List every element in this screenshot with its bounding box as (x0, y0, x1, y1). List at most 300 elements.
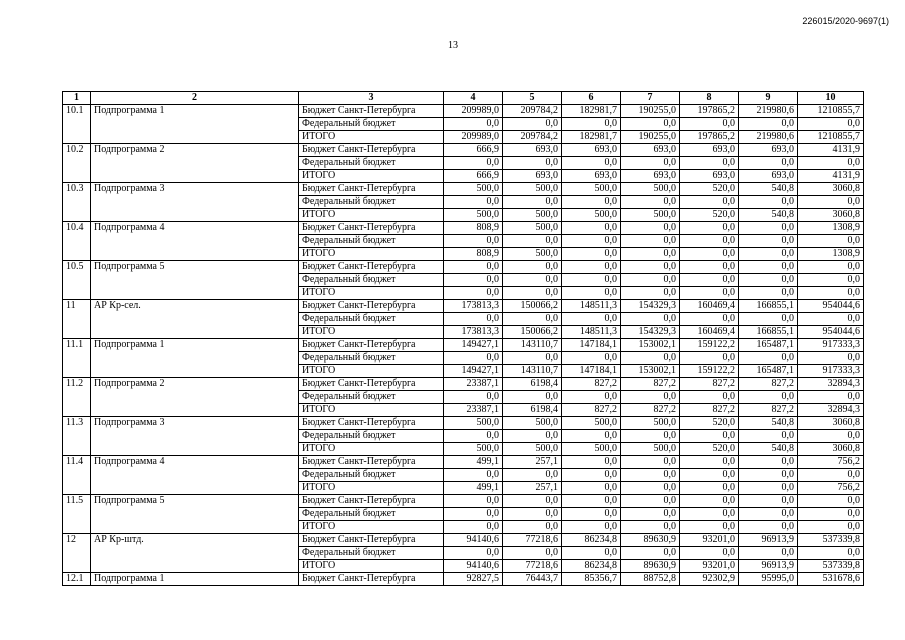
value-cell: 0,0 (798, 261, 864, 274)
value-cell: 3060,8 (798, 443, 864, 456)
value-cell: 500,0 (503, 443, 562, 456)
value-cell: 693,0 (680, 144, 739, 157)
value-cell: 693,0 (562, 170, 621, 183)
value-cell: 500,0 (621, 183, 680, 196)
funding-source: ИТОГО (299, 131, 444, 144)
table-row (63, 573, 864, 586)
funding-source: ИТОГО (299, 248, 444, 261)
value-cell: 219980,6 (739, 131, 798, 144)
value-cell: 827,2 (621, 378, 680, 391)
funding-source: ИТОГО (299, 482, 444, 495)
value-cell: 0,0 (562, 274, 621, 287)
value-cell: 0,0 (798, 547, 864, 560)
value-cell: 0,0 (562, 248, 621, 261)
value-cell: 0,0 (739, 261, 798, 274)
value-cell: 693,0 (739, 170, 798, 183)
value-cell: 0,0 (621, 456, 680, 469)
value-cell: 0,0 (444, 196, 503, 209)
value-cell: 0,0 (621, 287, 680, 300)
value-cell: 0,0 (739, 235, 798, 248)
value-cell: 0,0 (680, 248, 739, 261)
funding-source: Федеральный бюджет (299, 469, 444, 482)
value-cell: 1308,9 (798, 248, 864, 261)
table-row (63, 144, 864, 157)
row-name: АР Кр-штд. (91, 534, 299, 573)
value-cell: 0,0 (798, 235, 864, 248)
value-cell: 0,0 (739, 547, 798, 560)
value-cell: 197865,2 (680, 105, 739, 118)
value-cell: 531678,6 (798, 573, 864, 586)
funding-source: Федеральный бюджет (299, 547, 444, 560)
value-cell: 0,0 (798, 274, 864, 287)
value-cell: 209784,2 (503, 131, 562, 144)
value-cell: 0,0 (680, 261, 739, 274)
value-cell: 0,0 (621, 469, 680, 482)
value-cell: 0,0 (680, 547, 739, 560)
funding-source: Бюджет Санкт-Петербурга (299, 534, 444, 547)
table-row (63, 300, 864, 313)
funding-source: ИТОГО (299, 404, 444, 417)
row-name: Подпрограмма 5 (91, 261, 299, 300)
funding-source: Федеральный бюджет (299, 391, 444, 404)
value-cell: 0,0 (503, 547, 562, 560)
value-cell: 0,0 (798, 118, 864, 131)
value-cell: 76443,7 (503, 573, 562, 586)
value-cell: 520,0 (680, 183, 739, 196)
value-cell: 77218,6 (503, 560, 562, 573)
value-cell: 154329,3 (621, 300, 680, 313)
value-cell: 0,0 (680, 456, 739, 469)
value-cell: 0,0 (444, 508, 503, 521)
value-cell: 1308,9 (798, 222, 864, 235)
value-cell: 0,0 (503, 261, 562, 274)
value-cell: 0,0 (562, 222, 621, 235)
value-cell: 150066,2 (503, 300, 562, 313)
value-cell: 500,0 (444, 183, 503, 196)
value-cell: 0,0 (444, 352, 503, 365)
value-cell: 209989,0 (444, 131, 503, 144)
value-cell: 0,0 (444, 287, 503, 300)
value-cell: 0,0 (739, 456, 798, 469)
row-code: 12.1 (63, 573, 91, 586)
value-cell: 150066,2 (503, 326, 562, 339)
value-cell: 165487,1 (739, 339, 798, 352)
value-cell: 0,0 (444, 261, 503, 274)
value-cell: 257,1 (503, 456, 562, 469)
table-body (63, 105, 864, 586)
row-code: 10.3 (63, 183, 91, 222)
value-cell: 182981,7 (562, 131, 621, 144)
value-cell: 0,0 (503, 352, 562, 365)
value-cell: 0,0 (621, 521, 680, 534)
value-cell: 143110,7 (503, 365, 562, 378)
value-cell: 32894,3 (798, 404, 864, 417)
value-cell: 500,0 (444, 417, 503, 430)
value-cell: 95995,0 (739, 573, 798, 586)
funding-source: Бюджет Санкт-Петербурга (299, 339, 444, 352)
value-cell: 0,0 (798, 352, 864, 365)
column-header-4: 4 (444, 92, 503, 105)
value-cell: 153002,1 (621, 365, 680, 378)
value-cell: 0,0 (739, 287, 798, 300)
value-cell: 693,0 (503, 144, 562, 157)
value-cell: 0,0 (798, 313, 864, 326)
value-cell: 0,0 (444, 469, 503, 482)
value-cell: 500,0 (562, 183, 621, 196)
value-cell: 0,0 (621, 482, 680, 495)
table-row (63, 105, 864, 118)
row-name: Подпрограмма 3 (91, 417, 299, 456)
value-cell: 0,0 (680, 118, 739, 131)
value-cell: 0,0 (798, 469, 864, 482)
value-cell: 190255,0 (621, 131, 680, 144)
funding-source: Бюджет Санкт-Петербурга (299, 261, 444, 274)
value-cell: 1210855,7 (798, 131, 864, 144)
value-cell: 540,8 (739, 443, 798, 456)
value-cell: 0,0 (562, 287, 621, 300)
value-cell: 0,0 (562, 352, 621, 365)
row-code: 10.2 (63, 144, 91, 183)
value-cell: 6198,4 (503, 404, 562, 417)
value-cell: 0,0 (562, 469, 621, 482)
value-cell: 86234,8 (562, 534, 621, 547)
value-cell: 0,0 (621, 391, 680, 404)
value-cell: 3060,8 (798, 183, 864, 196)
funding-source: ИТОГО (299, 209, 444, 222)
value-cell: 147184,1 (562, 365, 621, 378)
value-cell: 0,0 (739, 508, 798, 521)
value-cell: 85356,7 (562, 573, 621, 586)
value-cell: 693,0 (562, 144, 621, 157)
value-cell: 0,0 (503, 274, 562, 287)
value-cell: 0,0 (680, 508, 739, 521)
value-cell: 500,0 (503, 248, 562, 261)
funding-source: Бюджет Санкт-Петербурга (299, 144, 444, 157)
value-cell: 827,2 (562, 404, 621, 417)
row-name: Подпрограмма 3 (91, 183, 299, 222)
value-cell: 827,2 (680, 378, 739, 391)
value-cell: 93201,0 (680, 560, 739, 573)
funding-source: ИТОГО (299, 287, 444, 300)
value-cell: 149427,1 (444, 365, 503, 378)
value-cell: 0,0 (562, 157, 621, 170)
funding-source: Федеральный бюджет (299, 118, 444, 131)
funding-source: Федеральный бюджет (299, 430, 444, 443)
column-header-9: 9 (739, 92, 798, 105)
value-cell: 693,0 (680, 170, 739, 183)
funding-source: Бюджет Санкт-Петербурга (299, 573, 444, 586)
value-cell: 0,0 (503, 196, 562, 209)
value-cell: 537339,8 (798, 534, 864, 547)
value-cell: 0,0 (562, 547, 621, 560)
row-name: Подпрограмма 2 (91, 378, 299, 417)
value-cell: 0,0 (739, 196, 798, 209)
value-cell: 190255,0 (621, 105, 680, 118)
value-cell: 0,0 (562, 196, 621, 209)
value-cell: 0,0 (798, 157, 864, 170)
value-cell: 94140,6 (444, 560, 503, 573)
funding-source: ИТОГО (299, 365, 444, 378)
row-code: 10.5 (63, 261, 91, 300)
value-cell: 159122,2 (680, 365, 739, 378)
value-cell: 0,0 (680, 469, 739, 482)
value-cell: 0,0 (798, 287, 864, 300)
page-number: 13 (448, 40, 458, 51)
value-cell: 0,0 (444, 235, 503, 248)
value-cell: 148511,3 (562, 300, 621, 313)
value-cell: 0,0 (798, 430, 864, 443)
value-cell: 147184,1 (562, 339, 621, 352)
value-cell: 165487,1 (739, 365, 798, 378)
value-cell: 0,0 (562, 313, 621, 326)
value-cell: 917333,3 (798, 339, 864, 352)
value-cell: 500,0 (444, 209, 503, 222)
table-row (63, 261, 864, 274)
value-cell: 827,2 (739, 378, 798, 391)
funding-source: Бюджет Санкт-Петербурга (299, 378, 444, 391)
value-cell: 0,0 (562, 118, 621, 131)
table-row (63, 456, 864, 469)
value-cell: 693,0 (739, 144, 798, 157)
row-code: 11.1 (63, 339, 91, 378)
value-cell: 0,0 (562, 456, 621, 469)
value-cell: 160469,4 (680, 326, 739, 339)
value-cell: 0,0 (562, 495, 621, 508)
row-code: 11.3 (63, 417, 91, 456)
column-header-5: 5 (503, 92, 562, 105)
value-cell: 89630,9 (621, 560, 680, 573)
value-cell: 0,0 (562, 508, 621, 521)
value-cell: 0,0 (503, 469, 562, 482)
value-cell: 0,0 (562, 521, 621, 534)
value-cell: 756,2 (798, 482, 864, 495)
value-cell: 23387,1 (444, 378, 503, 391)
table-row (63, 222, 864, 235)
value-cell: 500,0 (621, 417, 680, 430)
value-cell: 0,0 (798, 521, 864, 534)
funding-source: Федеральный бюджет (299, 196, 444, 209)
value-cell: 0,0 (621, 235, 680, 248)
value-cell: 520,0 (680, 417, 739, 430)
value-cell: 0,0 (739, 274, 798, 287)
table-row (63, 339, 864, 352)
value-cell: 0,0 (444, 430, 503, 443)
value-cell: 499,1 (444, 482, 503, 495)
funding-source: Федеральный бюджет (299, 157, 444, 170)
table-row (63, 534, 864, 547)
value-cell: 0,0 (503, 508, 562, 521)
value-cell: 500,0 (503, 183, 562, 196)
funding-source: Федеральный бюджет (299, 352, 444, 365)
funding-source: Федеральный бюджет (299, 274, 444, 287)
row-name: Подпрограмма 2 (91, 144, 299, 183)
funding-source: Бюджет Санкт-Петербурга (299, 495, 444, 508)
value-cell: 0,0 (680, 430, 739, 443)
value-cell: 756,2 (798, 456, 864, 469)
value-cell: 0,0 (680, 235, 739, 248)
value-cell: 0,0 (562, 235, 621, 248)
funding-source: Бюджет Санкт-Петербурга (299, 417, 444, 430)
value-cell: 0,0 (739, 313, 798, 326)
column-header-1: 1 (63, 92, 91, 105)
value-cell: 500,0 (562, 209, 621, 222)
value-cell: 0,0 (680, 313, 739, 326)
value-cell: 500,0 (621, 443, 680, 456)
value-cell: 0,0 (444, 274, 503, 287)
value-cell: 0,0 (444, 391, 503, 404)
value-cell: 0,0 (680, 391, 739, 404)
row-name: Подпрограмма 5 (91, 495, 299, 534)
value-cell: 499,1 (444, 456, 503, 469)
value-cell: 4131,9 (798, 144, 864, 157)
header-row (63, 92, 864, 105)
value-cell: 93201,0 (680, 534, 739, 547)
value-cell: 0,0 (503, 287, 562, 300)
value-cell: 0,0 (503, 118, 562, 131)
funding-source: ИТОГО (299, 326, 444, 339)
value-cell: 540,8 (739, 209, 798, 222)
value-cell: 954044,6 (798, 326, 864, 339)
value-cell: 540,8 (739, 183, 798, 196)
value-cell: 0,0 (680, 495, 739, 508)
value-cell: 0,0 (621, 430, 680, 443)
value-cell: 666,9 (444, 144, 503, 157)
table-row (63, 495, 864, 508)
value-cell: 77218,6 (503, 534, 562, 547)
value-cell: 0,0 (444, 547, 503, 560)
value-cell: 0,0 (739, 521, 798, 534)
value-cell: 0,0 (739, 391, 798, 404)
value-cell: 0,0 (680, 521, 739, 534)
column-header-7: 7 (621, 92, 680, 105)
row-name: Подпрограмма 4 (91, 456, 299, 495)
value-cell: 6198,4 (503, 378, 562, 391)
value-cell: 89630,9 (621, 534, 680, 547)
value-cell: 153002,1 (621, 339, 680, 352)
funding-source: Федеральный бюджет (299, 313, 444, 326)
value-cell: 0,0 (503, 495, 562, 508)
value-cell: 1210855,7 (798, 105, 864, 118)
value-cell: 197865,2 (680, 131, 739, 144)
table-row (63, 417, 864, 430)
value-cell: 0,0 (562, 261, 621, 274)
row-name: Подпрограмма 1 (91, 339, 299, 378)
value-cell: 0,0 (444, 313, 503, 326)
value-cell: 0,0 (680, 157, 739, 170)
value-cell: 0,0 (621, 196, 680, 209)
value-cell: 0,0 (798, 495, 864, 508)
value-cell: 500,0 (562, 443, 621, 456)
value-cell: 92302,9 (680, 573, 739, 586)
value-cell: 0,0 (503, 313, 562, 326)
value-cell: 0,0 (444, 118, 503, 131)
value-cell: 0,0 (680, 482, 739, 495)
value-cell: 94140,6 (444, 534, 503, 547)
funding-source: Бюджет Санкт-Петербурга (299, 456, 444, 469)
value-cell: 827,2 (562, 378, 621, 391)
value-cell: 160469,4 (680, 300, 739, 313)
value-cell: 0,0 (798, 391, 864, 404)
value-cell: 0,0 (739, 222, 798, 235)
value-cell: 0,0 (739, 248, 798, 261)
budget-table (62, 91, 864, 586)
value-cell: 500,0 (621, 209, 680, 222)
table-row (63, 378, 864, 391)
value-cell: 209784,2 (503, 105, 562, 118)
row-code: 11.5 (63, 495, 91, 534)
row-code: 11.2 (63, 378, 91, 417)
value-cell: 0,0 (739, 157, 798, 170)
value-cell: 0,0 (621, 495, 680, 508)
value-cell: 0,0 (798, 196, 864, 209)
row-name: АР Кр-сел. (91, 300, 299, 339)
value-cell: 219980,6 (739, 105, 798, 118)
value-cell: 954044,6 (798, 300, 864, 313)
value-cell: 0,0 (739, 430, 798, 443)
value-cell: 96913,9 (739, 534, 798, 547)
value-cell: 149427,1 (444, 339, 503, 352)
value-cell: 500,0 (503, 222, 562, 235)
value-cell: 166855,1 (739, 300, 798, 313)
value-cell: 0,0 (621, 222, 680, 235)
value-cell: 0,0 (562, 391, 621, 404)
value-cell: 808,9 (444, 222, 503, 235)
value-cell: 0,0 (739, 118, 798, 131)
value-cell: 0,0 (739, 469, 798, 482)
value-cell: 0,0 (680, 222, 739, 235)
value-cell: 500,0 (562, 417, 621, 430)
row-name: Подпрограмма 1 (91, 105, 299, 144)
value-cell: 0,0 (621, 274, 680, 287)
value-cell: 173813,3 (444, 300, 503, 313)
value-cell: 520,0 (680, 209, 739, 222)
column-header-2: 2 (91, 92, 299, 105)
value-cell: 520,0 (680, 443, 739, 456)
row-name: Подпрограмма 1 (91, 573, 299, 586)
value-cell: 500,0 (503, 417, 562, 430)
value-cell: 827,2 (680, 404, 739, 417)
funding-source: Бюджет Санкт-Петербурга (299, 300, 444, 313)
value-cell: 0,0 (680, 274, 739, 287)
column-header-3: 3 (299, 92, 444, 105)
value-cell: 0,0 (503, 391, 562, 404)
value-cell: 143110,7 (503, 339, 562, 352)
value-cell: 693,0 (621, 170, 680, 183)
value-cell: 173813,3 (444, 326, 503, 339)
value-cell: 0,0 (503, 157, 562, 170)
value-cell: 537339,8 (798, 560, 864, 573)
value-cell: 693,0 (621, 144, 680, 157)
value-cell: 500,0 (444, 443, 503, 456)
row-code: 10.1 (63, 105, 91, 144)
funding-source: ИТОГО (299, 170, 444, 183)
value-cell: 159122,2 (680, 339, 739, 352)
value-cell: 4131,9 (798, 170, 864, 183)
value-cell: 0,0 (503, 521, 562, 534)
funding-source: Бюджет Санкт-Петербурга (299, 222, 444, 235)
funding-source: ИТОГО (299, 560, 444, 573)
table-row (63, 183, 864, 196)
funding-source: ИТОГО (299, 443, 444, 456)
value-cell: 148511,3 (562, 326, 621, 339)
value-cell: 540,8 (739, 417, 798, 430)
row-name: Подпрограмма 4 (91, 222, 299, 261)
value-cell: 0,0 (621, 118, 680, 131)
value-cell: 166855,1 (739, 326, 798, 339)
value-cell: 500,0 (503, 209, 562, 222)
funding-source: Бюджет Санкт-Петербурга (299, 183, 444, 196)
value-cell: 0,0 (562, 430, 621, 443)
